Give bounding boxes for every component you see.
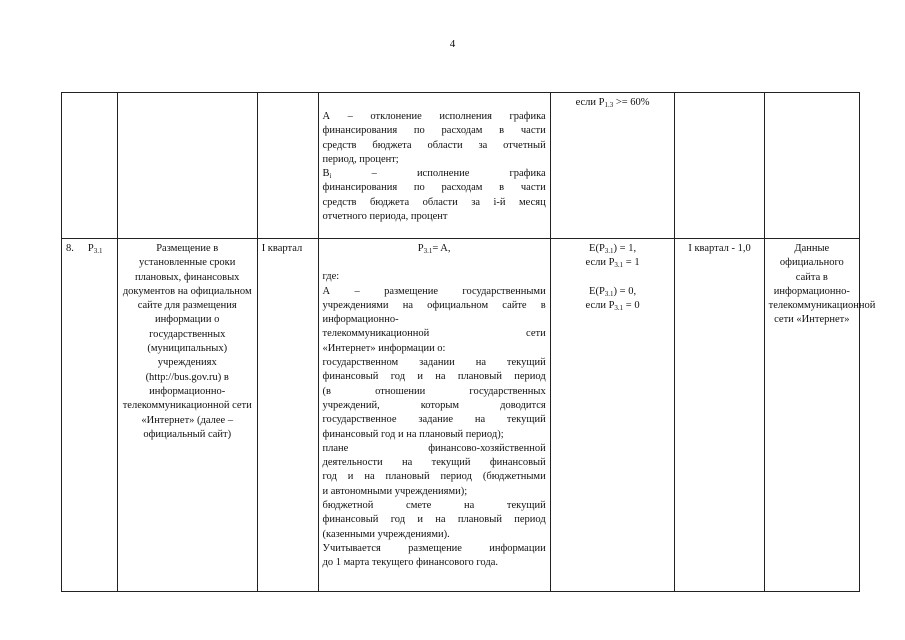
formula-line: (казенными учреждениями). — [322, 528, 450, 540]
cell-formula — [318, 93, 550, 239]
formula-line: средств бюджета области за i-й месяц — [322, 196, 546, 208]
row-number: 8. — [66, 243, 74, 254]
formula-line-bi: Bi – исполнение графика — [322, 168, 546, 181]
cell-number — [62, 239, 118, 592]
formula-line: государственном задании на текущий — [322, 357, 546, 369]
formula-line: плане финансово-хозяйственной — [322, 442, 546, 454]
cell-target — [675, 93, 764, 239]
formula-line: бюджетной смете на текущий — [322, 500, 546, 512]
formula-line: финансовый год и на плановый период — [322, 371, 546, 383]
cell-criteria — [550, 239, 675, 592]
formula-where: где: — [322, 271, 340, 283]
eval-line: E(P3.1) = 0, — [589, 285, 637, 298]
formula-line: государственное задание на текущий — [322, 414, 546, 426]
eval-line: если P3.1 = 0 — [585, 299, 640, 312]
cell-name — [117, 239, 257, 592]
formula-line: финансовый год и на плановый период); — [322, 428, 504, 440]
cell-formula — [318, 239, 550, 592]
cell-period — [257, 93, 318, 239]
cell-source — [764, 239, 876, 592]
formula-line: финансирования по расходам в части — [322, 182, 546, 194]
cell-name — [117, 93, 257, 239]
formula-line: А – размещение государственными — [322, 285, 546, 297]
indicator-code: P3.1 — [87, 243, 103, 255]
cell-period — [257, 239, 318, 592]
formula-line: год и на плановый период (бюджетными — [322, 471, 546, 483]
formula-line: и автономными учреждениями); — [322, 485, 468, 497]
table-row-8 — [62, 239, 860, 592]
indicator-name: Размещение в установленные сроки плановых, финансовых документов на официальном сайте для размещения информации о государственных (муниципальных) учреждениях (http://bus.gov.ru) в информационно-телекоммуникационной сети «Интернет» (далее – официальный сайт) — [122, 243, 252, 440]
formula-line: до 1 марта текущего финансового года. — [322, 557, 498, 569]
formula-line: учреждений, которым доводится — [322, 399, 546, 411]
target-value: I квартал - 1,0 — [688, 243, 751, 254]
formula-line: отчетного периода, процент — [322, 211, 448, 223]
cell-criteria: если P1.3 >= 60% — [550, 93, 675, 239]
formula-line: деятельности на текущий финансовый — [322, 457, 546, 469]
cell-target — [675, 239, 764, 592]
cell-source — [764, 93, 859, 239]
formula-line: финансирования по расходам в части — [322, 125, 546, 137]
formula-line: (в отношении государственных — [322, 385, 546, 397]
indicators-table — [61, 92, 876, 592]
page-number: 4 — [449, 38, 456, 50]
formula-line: период, процент; — [322, 153, 399, 165]
formula-line: информационно- — [322, 314, 399, 326]
formula-line: телекоммуникационной сети — [322, 328, 546, 340]
cell-number — [62, 93, 118, 239]
table-row-continuation — [62, 93, 860, 239]
data-source: Данные официального сайта в информационно-телекоммуникационной сети «Интернет» — [768, 243, 876, 326]
eval-line: E(P3.1) = 1, — [589, 243, 637, 255]
formula-head: P3.1= A, — [417, 243, 451, 255]
formula-line: средств бюджета области за отчетный — [322, 139, 546, 151]
formula-line: финансовый год и на плановый период — [322, 514, 546, 526]
formula-line: учреждениями на официальном сайте в — [322, 299, 546, 311]
formula-line: А – отклонение исполнения графика — [322, 111, 546, 122]
formula-line: Учитывается размещение информации — [322, 542, 546, 554]
formula-line: «Интернет» информации о: — [322, 342, 446, 354]
indicator-period: I квартал — [261, 243, 303, 254]
eval-line: если P3.1 = 1 — [585, 257, 640, 270]
